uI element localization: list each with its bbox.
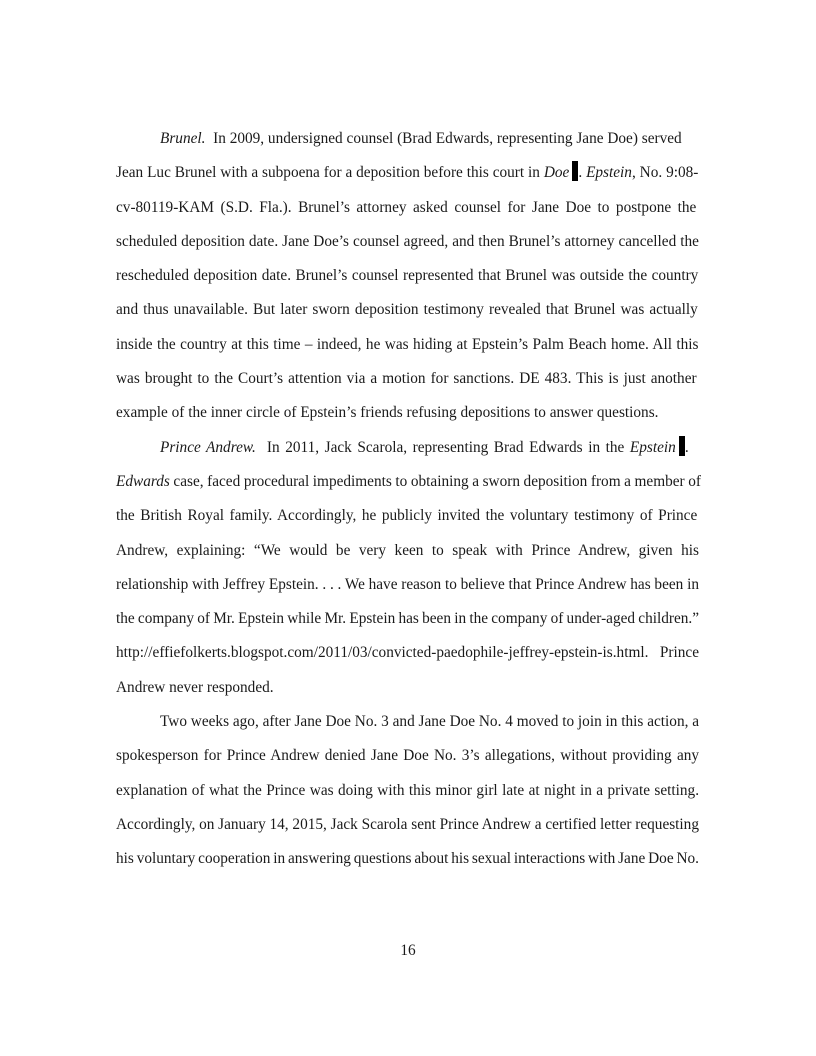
text-line: Edwards case, faced procedural impediments to obtaining a sworn deposition from a member of <box>116 472 701 490</box>
document-body <box>116 122 699 877</box>
text-line: explanation of what the Prince was doing with this minor girl late at night in a private setting. <box>116 781 700 799</box>
text-line: spokesperson for Prince Andrew denied Jane Doe No. 3’s allegations, without providing any <box>116 747 700 765</box>
text-line: example of the inner circle of Epstein’s friends refusing depositions to answer questions. <box>116 404 659 422</box>
page-number: 16 <box>400 942 416 959</box>
text-line: Prince Andrew. In 2011, Jack Scarola, representing Brad Edwards in the Epstein . <box>116 431 699 465</box>
text-line: Accordingly, on January 14, 2015, Jack Scarola sent Prince Andrew a certified letter requesting <box>116 815 699 833</box>
citation-url: http://effiefolkerts.blogspot.com/2011/03/convicted-paedophile-jeffrey-epstein-is.html. <box>116 644 649 662</box>
text-line: his voluntary cooperation in answering questions about his sexual interactions with Jane Doe No. <box>116 850 699 868</box>
text-line: http://effiefolkerts.blogspot.com/2011/03/convicted-paedophile-jeffrey-epstein-is.html. Prince <box>116 636 699 670</box>
section-heading-prince-andrew: Prince Andrew. <box>160 438 256 456</box>
text-line: scheduled deposition date. Jane Doe’s counsel agreed, and then Brunel’s attorney cancelled the <box>116 232 699 250</box>
text-line: and thus unavailable. But later sworn deposition testimony revealed that Brunel was actually <box>116 301 698 319</box>
paragraph-brunel <box>116 122 699 431</box>
text-line: rescheduled deposition date. Brunel’s counsel represented that Brunel was outside the country <box>116 267 699 285</box>
text-line: Andrew, explaining: “We would be very keen to speak with Prince Andrew, given his <box>116 541 699 559</box>
text-line: was brought to the Court’s attention via a motion for sanctions. DE 483. This is just another <box>116 370 697 388</box>
text-line: cv-80119-KAM (S.D. Fla.). Brunel’s attorney asked counsel for Jane Doe to postpone the <box>116 198 697 216</box>
text-line: the British Royal family. Accordingly, he publicly invited the voluntary testimony of Prince <box>116 507 698 525</box>
text-line: Andrew never responded. <box>116 678 274 696</box>
text-line: relationship with Jeffrey Epstein. . . . We have reason to believe that Prince Andrew has been in <box>116 575 699 593</box>
section-heading-brunel: Brunel. <box>160 130 206 147</box>
text-line: inside the country at this time – indeed, he was hiding at Epstein’s Palm Beach home. All this <box>116 335 699 353</box>
paragraph-prince-andrew <box>116 431 699 705</box>
text-line: Two weeks ago, after Jane Doe No. 3 and Jane Doe No. 4 moved to join in this action, a <box>160 713 700 731</box>
text-line: Brunel. In 2009, undersigned counsel (Brad Edwards, representing Jane Doe) served <box>160 130 682 147</box>
text-line: Jean Luc Brunel with a subpoena for a deposition before this court in Doe . Epstein, No. 9:08- <box>116 156 699 190</box>
text-line: the company of Mr. Epstein while Mr. Epstein has been in the company of under-aged children.” <box>116 610 700 628</box>
paragraph-two-weeks-ago <box>116 705 699 876</box>
